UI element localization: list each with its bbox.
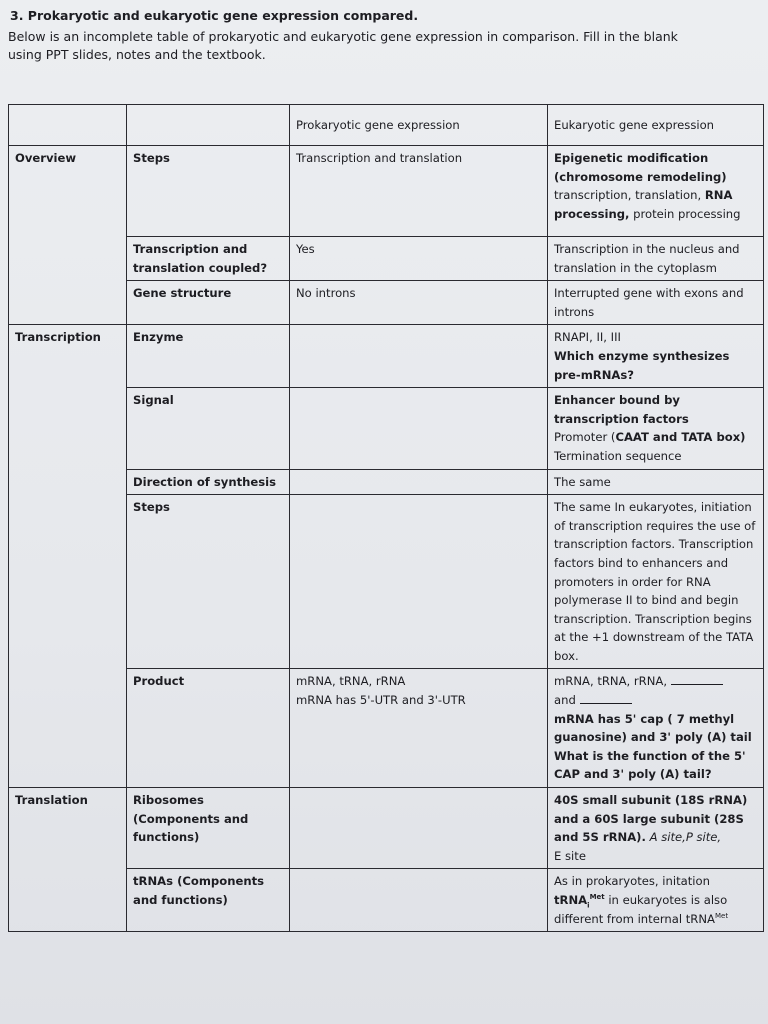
prokaryotic-tx-steps-blank[interactable] xyxy=(290,495,548,669)
prokaryotic-ribosomes-blank[interactable] xyxy=(290,788,548,869)
eukaryotic-steps-text-2: protein processing xyxy=(633,206,741,221)
section-translation: Translation xyxy=(9,788,127,932)
eukaryotic-coupled: Transcription in the nucleus and translation in the cytoplasm xyxy=(548,237,764,281)
fill-in-blank[interactable] xyxy=(580,691,632,704)
table-row xyxy=(9,325,764,388)
prokaryotic-enzyme-blank[interactable] xyxy=(290,325,548,388)
prokaryotic-product xyxy=(290,669,548,788)
eukaryotic-steps-text: transcription, translation, xyxy=(554,188,702,203)
eukaryotic-steps[interactable] xyxy=(548,146,764,237)
row-label-ribosomes: Ribosomes (Components and functions) xyxy=(127,788,290,869)
row-label-enzyme: Enzyme xyxy=(127,325,290,388)
eukaryotic-ribosomes-subunits: 40S small subunit (18S rRNA) and a 60S large subunit (28S and 5S rRNA). xyxy=(554,793,748,845)
eukaryotic-enzyme-text: RNAPI, II, III xyxy=(554,330,621,345)
prokaryotic-direction-blank[interactable] xyxy=(290,469,548,495)
row-label-product: Product xyxy=(127,669,290,788)
question-title: 3. Prokaryotic and eukaryotic gene expression compared. xyxy=(10,8,419,23)
eukaryotic-direction: The same xyxy=(548,469,764,495)
prokaryotic-product-line1: mRNA, tRNA, rRNA xyxy=(296,674,406,689)
table-header-row xyxy=(9,105,764,146)
eukaryotic-ribosomes-esite: E site xyxy=(554,848,586,863)
eukaryotic-signal-promoter: Promoter ( xyxy=(554,430,616,445)
eukaryotic-trnas-trna: tRNA xyxy=(554,893,588,907)
eukaryotic-ribosomes[interactable] xyxy=(548,788,764,869)
eukaryotic-enzyme[interactable] xyxy=(548,325,764,388)
eukaryotic-trnas-text: in eukaryotes is also different from internal tRNA xyxy=(554,893,728,926)
eukaryotic-signal[interactable] xyxy=(548,388,764,469)
eukaryotic-ribosomes-sites: A site,P site, xyxy=(649,830,722,845)
comparison-table xyxy=(8,104,764,932)
row-label-direction: Direction of synthesis xyxy=(127,469,290,495)
header-blank-cell xyxy=(127,105,290,146)
eukaryotic-signal-enhancer: Enhancer bound by transcription factors xyxy=(554,393,689,426)
header-blank-cell xyxy=(9,105,127,146)
section-transcription: Transcription xyxy=(9,325,127,788)
question-instructions: Below is an incomplete table of prokaryotic and eukaryotic gene expression in comparison. Fill in the blank using PPT slides, notes and the textbook. xyxy=(8,29,678,62)
eukaryotic-product[interactable] xyxy=(548,669,764,788)
fill-in-blank[interactable] xyxy=(671,672,723,685)
eukaryotic-tx-steps: The same In eukaryotes, initiation of transcription requires the use of transcription factors. Transcription factors bind to enhancers and promoters in order for RNA polymerase II to bind and begin transcription. Transcription begins at the +1 downstream of the TATA box. xyxy=(548,495,764,669)
eukaryotic-trnas-sub: i xyxy=(587,901,590,910)
row-label-trnas: tRNAs (Components and functions) xyxy=(127,869,290,932)
eukaryotic-product-rnas: mRNA, tRNA, rRNA, xyxy=(554,674,668,689)
eukaryotic-signal-caat-tata: CAAT and TATA box) xyxy=(615,430,746,445)
row-label-gene-structure: Gene structure xyxy=(127,281,290,325)
section-overview: Overview xyxy=(9,146,127,325)
prokaryotic-steps: Transcription and translation xyxy=(290,146,548,237)
eukaryotic-gene-structure: Interrupted gene with exons and introns xyxy=(548,281,764,325)
eukaryotic-trnas[interactable] xyxy=(548,869,764,932)
row-label-coupled: Transcription and translation coupled? xyxy=(127,237,290,281)
eukaryotic-steps-bold: Epigenetic modification (chromosome remodeling) xyxy=(554,151,727,184)
prokaryotic-coupled: Yes xyxy=(290,237,548,281)
eukaryotic-product-and: and xyxy=(554,693,576,708)
eukaryotic-trnas-sup2: Met xyxy=(714,911,729,920)
table-row xyxy=(9,146,764,237)
row-label-signal: Signal xyxy=(127,388,290,469)
row-label-steps: Steps xyxy=(127,146,290,237)
prokaryotic-gene-structure: No introns xyxy=(290,281,548,325)
prokaryotic-product-line2: mRNA has 5'-UTR and 3'-UTR xyxy=(296,693,466,708)
eukaryotic-trnas-sup: Met xyxy=(589,893,605,902)
row-label-tx-steps: Steps xyxy=(127,495,290,669)
eukaryotic-product-cap-tail: mRNA has 5' cap ( 7 methyl guanosine) and 3' poly (A) tail What is the function of the 5' CAP and 3' poly (A) tail? xyxy=(554,711,752,782)
eukaryotic-enzyme-question: Which enzyme synthesizes pre-mRNAs? xyxy=(554,348,730,382)
table-row xyxy=(9,788,764,869)
header-eukaryotic: Eukaryotic gene expression xyxy=(548,105,764,146)
prokaryotic-signal-blank[interactable] xyxy=(290,388,548,469)
eukaryotic-trnas-intro: As in prokaryotes, initation xyxy=(554,874,710,889)
prokaryotic-trnas-blank[interactable] xyxy=(290,869,548,932)
eukaryotic-steps-rna: RNA processing, xyxy=(554,188,733,221)
eukaryotic-signal-termination: Termination sequence xyxy=(554,448,682,463)
header-prokaryotic: Prokaryotic gene expression xyxy=(290,105,548,146)
